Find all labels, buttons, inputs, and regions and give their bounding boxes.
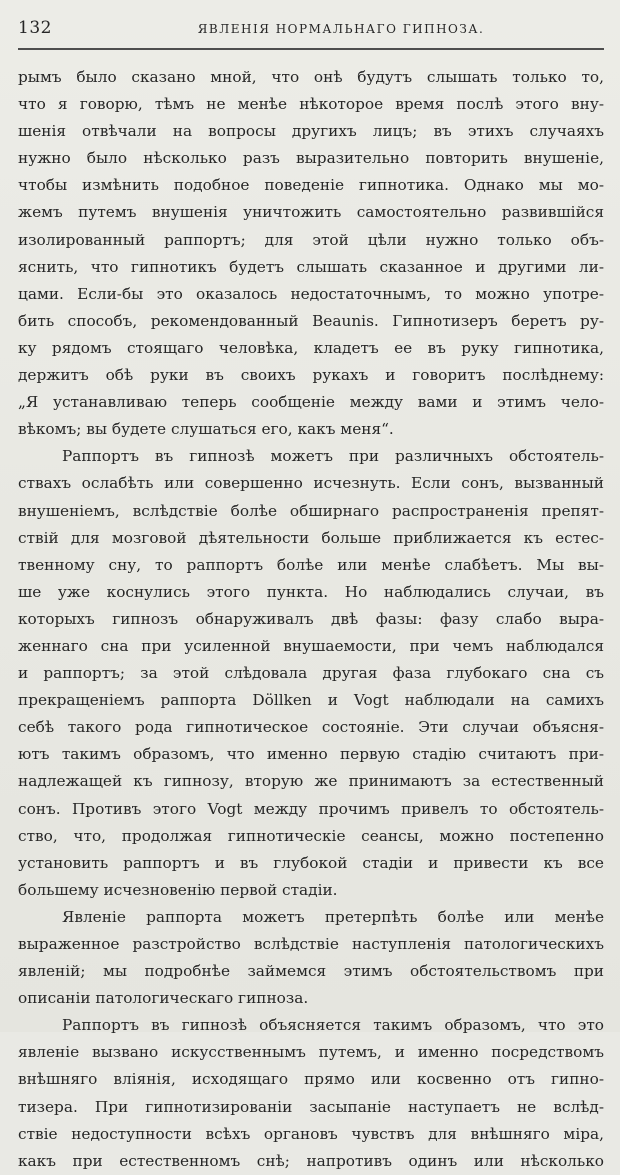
text-line: Раппортъ въ гипнозѣ можетъ при различныхъ обстоятель- <box>62 447 604 466</box>
text-line: ствій для мозговой дѣятельности больше приближается къ естес- <box>18 528 604 547</box>
text-line: держитъ обѣ руки въ своихъ рукахъ и говоритъ послѣднему: <box>18 366 604 385</box>
text-line: внушеніемъ, вслѣдствіе болѣе обширнаго распространенія препят- <box>18 501 604 520</box>
text-line: „Я устанавливаю теперь сообщеніе между вами и этимъ чело- <box>18 393 604 412</box>
text-line: изолированный раппортъ; для этой цѣли нужно только объ- <box>18 230 604 249</box>
text-line: вѣкомъ; вы будете слушаться его, какъ меня“. <box>18 420 394 439</box>
text-line: яснить, что гипнотикъ будетъ слышать сказанное и другими ли- <box>18 257 604 276</box>
text-line: выраженное разстройство вслѣдствіе наступленія патологическихъ <box>18 935 604 953</box>
text-line: установить раппортъ и въ глубокой стадіи и привести къ все <box>18 853 604 872</box>
text-line: ствіе недоступности всѣхъ органовъ чувствъ для внѣшняго міра, <box>18 1124 604 1143</box>
text-line: внѣшняго вліянія, исходящаго прямо или косвенно отъ гипно- <box>18 1070 604 1089</box>
page-header <box>18 18 604 50</box>
text-line: жемъ путемъ внушенія уничтожить самостоятельно развившійся <box>18 203 604 222</box>
text-line: прекращеніемъ раппорта Döllken и Vogt наблюдали на самихъ <box>18 691 604 710</box>
text-line: большему исчезновенію первой стадіи. <box>18 880 338 899</box>
text-line: надлежащей къ гипнозу, вторую же принимаютъ за естественный <box>18 772 604 791</box>
text-line: чтобы измѣнить подобное поведеніе гипнотика. Однако мы мо- <box>18 176 604 195</box>
text-line: явленіе вызвано искусственнымъ путемъ, и именно посредствомъ <box>18 1043 604 1062</box>
text-line: ше уже коснулись этого пункта. Но наблюдались случаи, въ <box>18 582 604 601</box>
text-line: бить способъ, рекомендованный Beaunis. Гипнотизеръ беретъ ру- <box>18 311 604 330</box>
text-line: ствахъ ослабѣть или совершенно исчезнуть. Если сонъ, вызванный <box>18 474 604 493</box>
text-line: Явленіе раппорта можетъ претерпѣть болѣе или менѣе <box>62 907 604 926</box>
text-line: описаніи патологическаго гипноза. <box>18 989 309 1008</box>
text-line: явленій; мы подробнѣе займемся этимъ обстоятельствомъ при <box>18 962 604 981</box>
text-line: ство, что, продолжая гипнотическіе сеансы, можно постепенно <box>18 826 604 845</box>
text-line: Раппортъ въ гипнозѣ объясняется такимъ образомъ, что это <box>62 1016 604 1035</box>
text-line: и раппортъ; за этой слѣдовала другая фаза глубокаго сна съ <box>18 664 604 683</box>
text-line: нужно было нѣсколько разъ выразительно повторить внушеніе, <box>18 149 604 168</box>
running-head: ЯВЛЕНІЯ НОРМАЛЬНАГО ГИПНОЗА. <box>197 22 485 36</box>
text-line: женнаго сна при усиленной внушаемости, при чемъ наблюдался <box>18 636 604 655</box>
text-line: тизера. При гипнотизированіи засыпаніе наступаетъ не вслѣд- <box>18 1097 604 1116</box>
body-text <box>18 64 604 1175</box>
text-line: какъ при естественномъ снѣ; напротивъ одинъ или нѣсколько <box>18 1151 604 1170</box>
text-line: ютъ такимъ образомъ, что именно первую стадію считаютъ при- <box>18 745 604 764</box>
text-line: твенному сну, то раппортъ болѣе или менѣе слабѣетъ. Мы вы- <box>18 555 604 574</box>
text-line: что я говорю, тѣмъ не менѣе нѣкоторое время послѣ этого вну- <box>18 95 604 114</box>
text-line: шенія отвѣчали на вопросы другихъ лицъ; въ этихъ случаяхъ <box>18 122 604 141</box>
text-line: ку рядомъ стоящаго человѣка, кладетъ ее въ руку гипнотика, <box>18 338 604 357</box>
text-line: рымъ было сказано мной, что онѣ будутъ слышать только то, <box>18 68 604 86</box>
text-line: цами. Если-бы это оказалось недостаточнымъ, то можно употре- <box>18 284 604 303</box>
text-line: себѣ такого рода гипнотическое состояніе. Эти случаи объясня- <box>18 718 604 737</box>
text-line: которыхъ гипнозъ обнаруживалъ двѣ фазы: фазу слабо выра- <box>18 609 604 628</box>
page-number: 132 <box>18 18 52 38</box>
text-line: сонъ. Противъ этого Vogt между прочимъ привелъ то обстоятель- <box>18 799 604 818</box>
